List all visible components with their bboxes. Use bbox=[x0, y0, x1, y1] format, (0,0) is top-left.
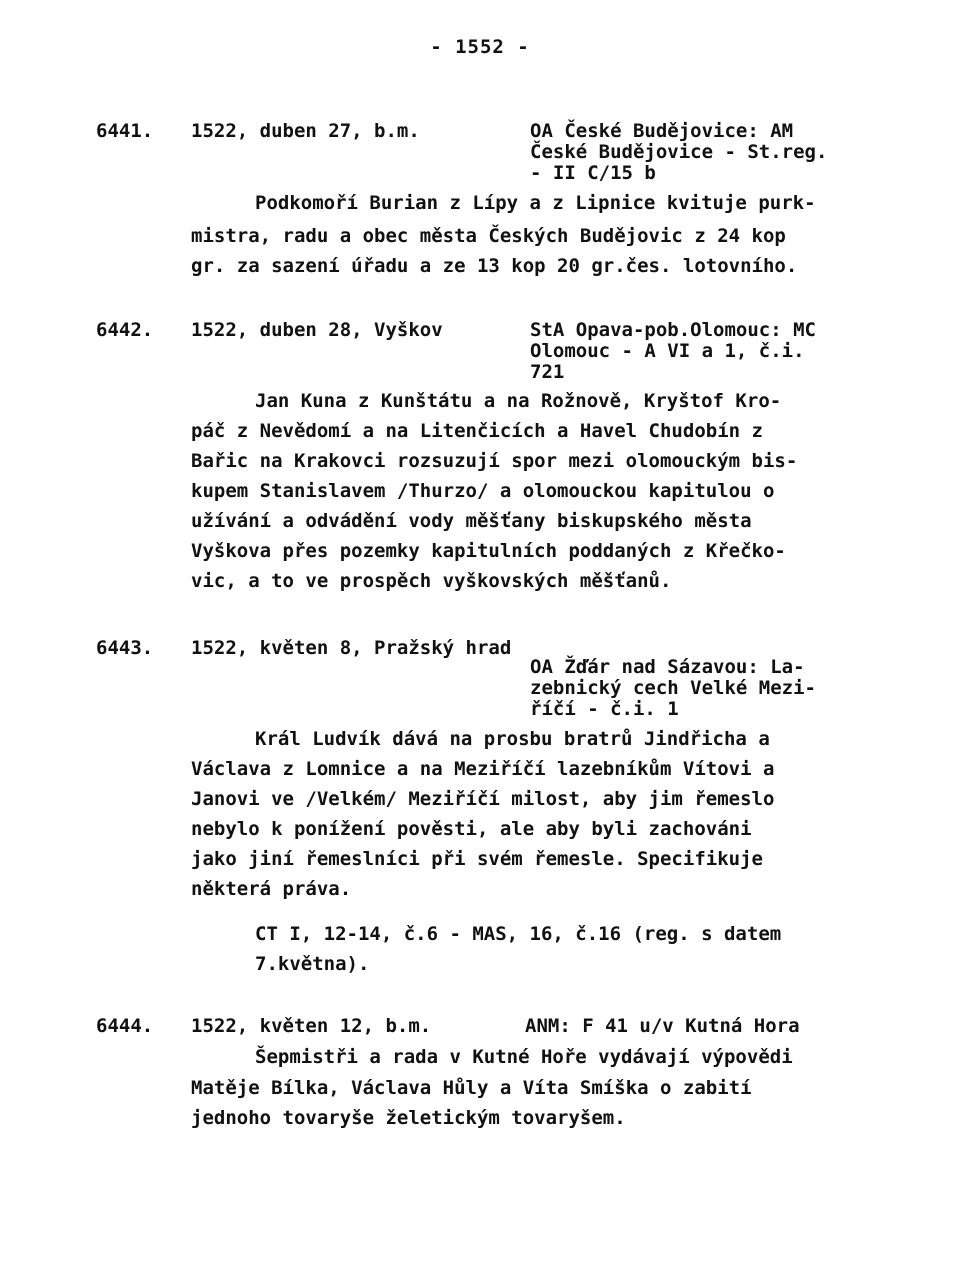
text-line: Janovi ve /Velkém/ Meziříčí milost, aby jim řemeslo bbox=[191, 788, 775, 810]
entry-date-place: 1522, duben 27, b.m. bbox=[191, 120, 420, 142]
text-line: Vyškova přes pozemky kapitulních poddaných z Křečko- bbox=[191, 540, 786, 562]
entry-source bbox=[530, 657, 860, 720]
text-line: Václava z Lomnice a na Meziříčí lazebníkům Vítovi a bbox=[191, 758, 775, 780]
source-line: Olomouc - A VI a 1, č.i. bbox=[530, 340, 805, 362]
entry-date-place: 1522, duben 28, Vyškov bbox=[191, 319, 443, 341]
entry-date-place: 1522, květen 8, Pražský hrad bbox=[191, 637, 512, 659]
source-line: OA Žďár nad Sázavou: La- bbox=[530, 656, 805, 678]
entry-citation bbox=[255, 919, 875, 979]
source-line: 721 bbox=[530, 361, 565, 383]
text-line: gr. za sazení úřadu a ze 13 kop 20 gr.čes. lotovního. bbox=[191, 255, 798, 277]
source-line: OA České Budějovice: AM bbox=[530, 120, 794, 142]
entry-text-continued bbox=[191, 416, 851, 596]
entry-source bbox=[530, 320, 860, 383]
text-line: některá práva. bbox=[191, 878, 352, 900]
source-line: České Budějovice - St.reg. bbox=[530, 141, 828, 163]
source-line: StA Opava-pob.Olomouc: MC bbox=[530, 319, 816, 341]
text-line: Podkomoří Burian z Lípy a z Lipnice kvituje purk- bbox=[255, 192, 816, 214]
entry-number: 6444. bbox=[96, 1015, 154, 1037]
source-line: zebnický cech Velké Mezi- bbox=[530, 677, 816, 699]
page-number: - 1552 - bbox=[430, 36, 530, 58]
text-line: nebylo k ponížení pověsti, ale aby byli zachováni bbox=[191, 818, 752, 840]
text-line: jednoho tovaryše želetickým tovaryšem. bbox=[191, 1107, 626, 1129]
entry-text bbox=[255, 386, 875, 416]
entry-text-continued bbox=[191, 1073, 851, 1133]
entry-source: ANM: F 41 u/v Kutná Hora bbox=[525, 1015, 800, 1037]
text-line: Jan Kuna z Kunštátu a na Rožnově, Kryštof Kro- bbox=[255, 390, 782, 412]
entry-text-continued bbox=[191, 754, 851, 904]
text-line: vic, a to ve prospěch vyškovských měšťanů. bbox=[191, 570, 672, 592]
entry-text-continued bbox=[191, 221, 851, 281]
entry-number: 6443. bbox=[96, 637, 154, 659]
text-line: Král Ludvík dává na prosbu bratrů Jindřicha a bbox=[255, 728, 770, 750]
text-line: mistra, radu a obec města Českých Budějovic z 24 kop bbox=[191, 225, 786, 247]
citation-line: 7.května). bbox=[255, 953, 370, 975]
text-line: páč z Nevědomí a na Litenčicích a Havel Chudobín z bbox=[191, 420, 763, 442]
text-line: užívání a odvádění vody měšťany biskupského města bbox=[191, 510, 752, 532]
citation-line: CT I, 12-14, č.6 - MAS, 16, č.16 (reg. s datem bbox=[255, 923, 782, 945]
text-line: kupem Stanislavem /Thurzo/ a olomouckou kapitulou o bbox=[191, 480, 775, 502]
source-line: říčí - č.i. 1 bbox=[530, 698, 679, 720]
text-line: Matěje Bílka, Václava Hůly a Víta Smíška o zabití bbox=[191, 1077, 752, 1099]
source-line: - II C/15 b bbox=[530, 162, 656, 184]
entry-text bbox=[255, 724, 875, 754]
entry-text bbox=[255, 188, 875, 218]
text-line: Šepmistři a rada v Kutné Hoře vydávají výpovědi bbox=[255, 1046, 793, 1068]
entry-date-place: 1522, květen 12, b.m. bbox=[191, 1015, 432, 1037]
entry-source bbox=[530, 121, 860, 184]
text-line: jako jiní řemeslníci při svém řemesle. Specifikuje bbox=[191, 848, 763, 870]
entry-number: 6442. bbox=[96, 319, 154, 341]
entry-text bbox=[255, 1042, 875, 1072]
text-line: Bařic na Krakovci rozsuzují spor mezi olomouckým bis- bbox=[191, 450, 798, 472]
entry-number: 6441. bbox=[96, 120, 154, 142]
